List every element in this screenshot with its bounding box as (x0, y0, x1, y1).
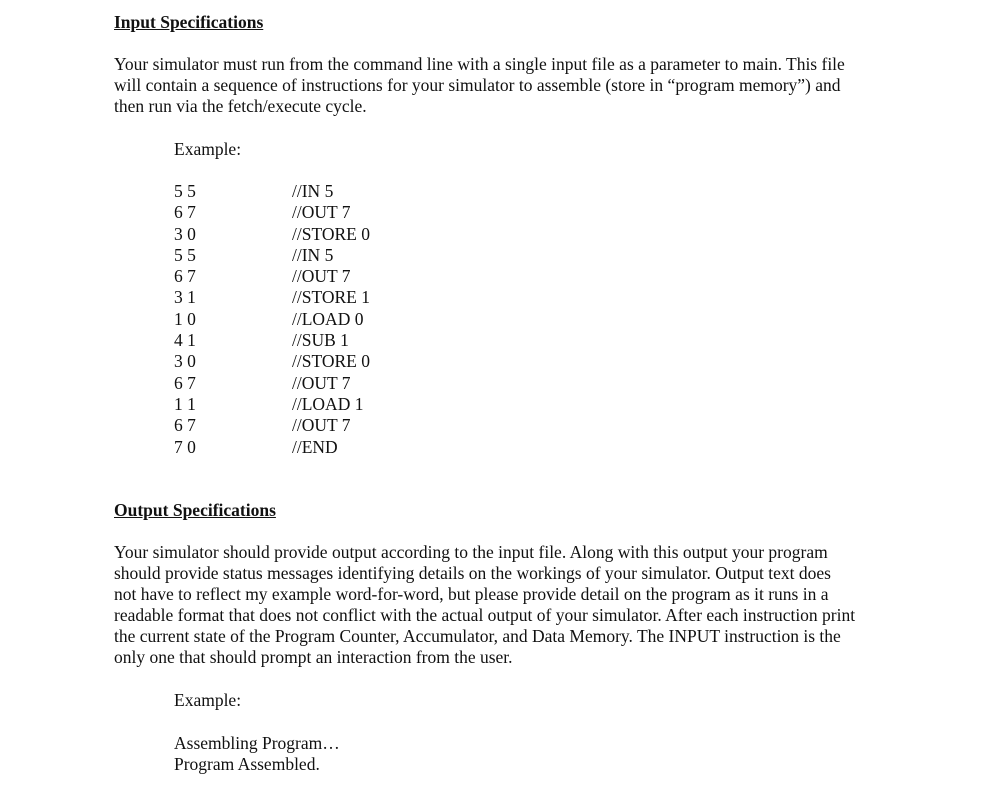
code-comment: //IN 5 (292, 244, 334, 265)
paragraph-line: Your simulator should provide output according to the input file. Along with this output your program (114, 542, 828, 562)
code-instruction: 4 1 (174, 330, 196, 351)
code-comment: //OUT 7 (292, 372, 351, 393)
paragraph-line: the current state of the Program Counter, Accumulator, and Data Memory. The INPUT instruction is the (114, 626, 841, 646)
paragraph-line: only one that should prompt an interaction from the user. (114, 647, 513, 667)
code-instruction: 6 7 (174, 415, 196, 436)
code-instruction: 3 0 (174, 351, 196, 372)
input-specifications-heading: Input Specifications (114, 12, 264, 32)
output-specifications-heading: Output Specifications (114, 500, 276, 520)
code-comment: //STORE 0 (292, 351, 370, 372)
code-instruction: 5 5 (174, 181, 196, 201)
code-instruction: 3 0 (174, 223, 196, 244)
output-example-label: Example: (174, 690, 242, 710)
code-instruction: 1 1 (174, 393, 196, 414)
output-example-line: Assembling Program… (174, 733, 340, 753)
code-instruction: 6 7 (174, 266, 196, 287)
code-comment: //OUT 7 (292, 266, 351, 287)
code-comment: //END (292, 436, 338, 457)
code-comment: //SUB 1 (292, 330, 349, 351)
code-comment: //STORE 0 (292, 223, 370, 244)
paragraph-line: should provide status messages identifying details on the workings of your simulator. Output text does (114, 563, 831, 583)
paragraph-line: Your simulator must run from the command line with a single input file as a parameter to main. This file (114, 54, 845, 74)
output-example-lines (174, 733, 340, 775)
input-specifications-paragraph (114, 54, 914, 117)
code-comment: //LOAD 1 (292, 393, 364, 414)
code-instruction: 1 0 (174, 308, 196, 329)
code-comment: //IN 5 (292, 181, 334, 201)
output-example-line: Program Assembled. (174, 754, 320, 774)
input-example-label: Example: (174, 139, 242, 159)
code-comment: //OUT 7 (292, 415, 351, 436)
paragraph-line: readable format that does not conflict with the actual output of your simulator. After each instruction print (114, 605, 856, 625)
code-comment: //OUT 7 (292, 202, 351, 223)
paragraph-line: not have to reflect my example word-for-word, but please provide detail on the program as it runs in a (114, 584, 829, 604)
code-instruction: 6 7 (174, 202, 196, 223)
code-instruction: 3 1 (174, 287, 196, 308)
paragraph-line: then run via the fetch/execute cycle. (114, 96, 367, 116)
code-instruction: 5 5 (174, 244, 196, 265)
code-instruction: 7 0 (174, 436, 196, 457)
code-instruction: 6 7 (174, 372, 196, 393)
code-comment: //STORE 1 (292, 287, 370, 308)
paragraph-line: will contain a sequence of instructions for your simulator to assemble (store in “program memory”) and (114, 75, 841, 95)
output-specifications-paragraph (114, 542, 914, 668)
code-comment: //LOAD 0 (292, 308, 364, 329)
